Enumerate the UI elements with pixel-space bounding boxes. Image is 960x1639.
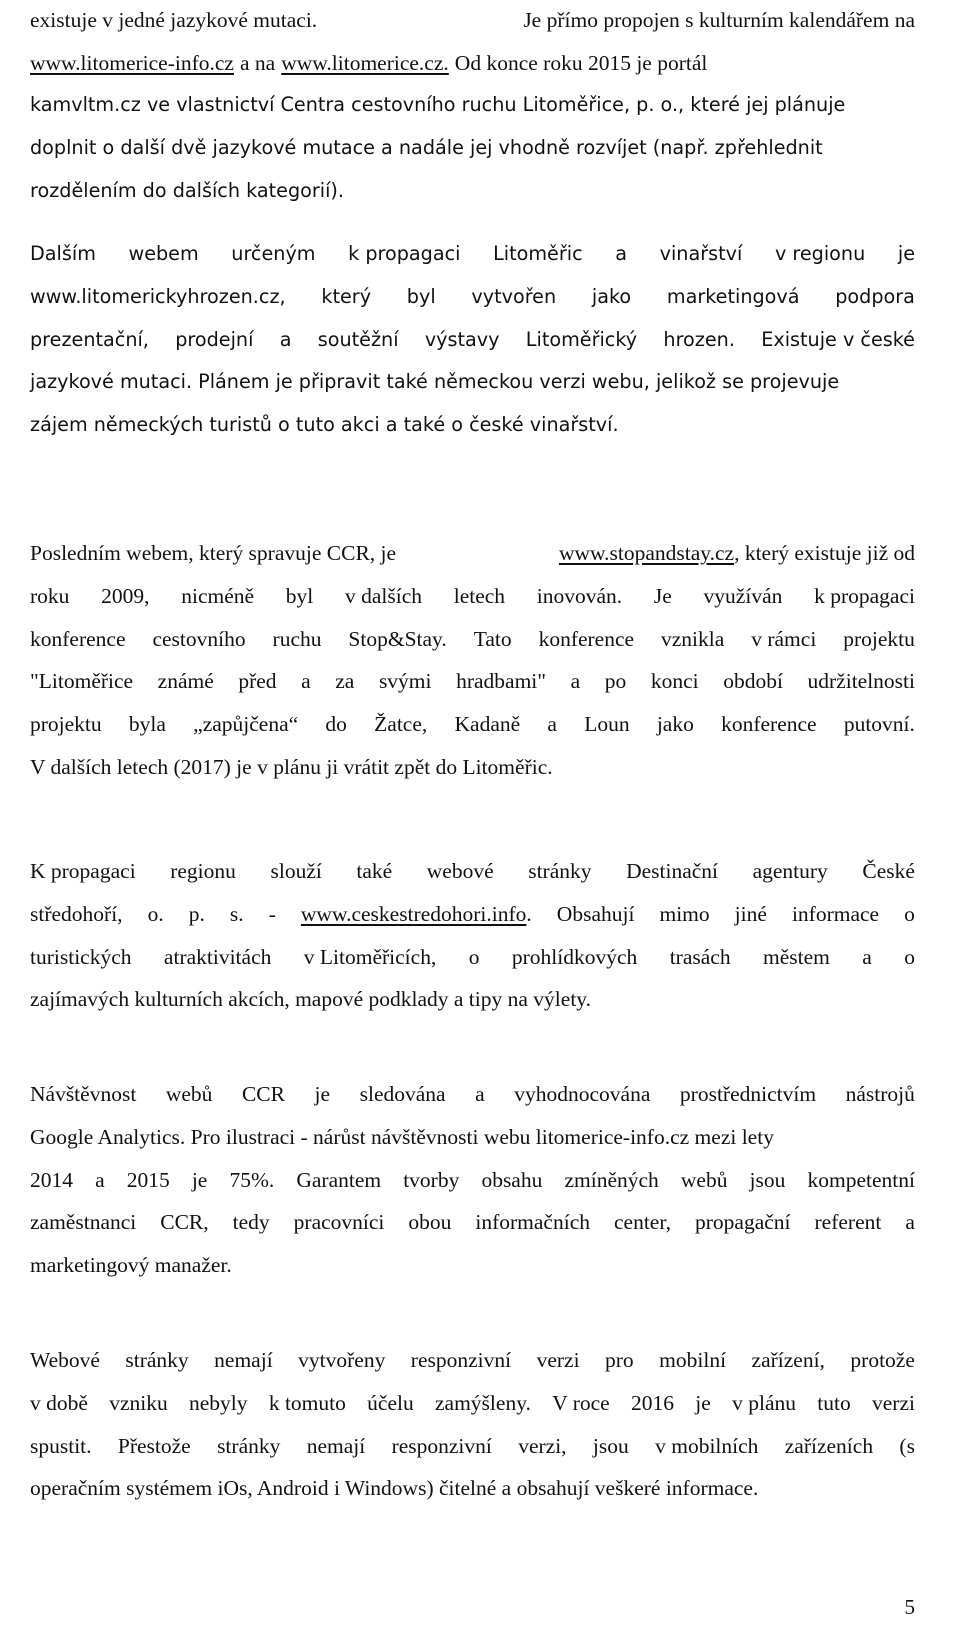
text-token: soutěžní [317, 327, 399, 351]
text-token: marketingová [666, 284, 800, 308]
paragraph-litomerice-info [30, 0, 915, 85]
text-token: tedy [232, 1210, 270, 1235]
text-token: Stop&Stay. [348, 626, 447, 651]
text-token: operačním systémem iOs, Android i Windows) čitelné a obsahují veškeré informace. [30, 1476, 759, 1501]
text-token: Je [653, 583, 672, 608]
text-token: po [604, 669, 627, 694]
text-token: v regionu [774, 242, 866, 265]
text-token: K propagaci [30, 859, 136, 883]
text-token: - [268, 901, 276, 926]
text-token: Obsahují [556, 901, 635, 926]
text-token: období [723, 669, 783, 694]
text-line [30, 1382, 915, 1425]
text-token: a [615, 242, 628, 265]
text-token: jsou [749, 1167, 786, 1192]
paragraph-kamvltm [30, 84, 915, 212]
text-token: prohlídkových [511, 944, 638, 969]
text-token: v dalších [344, 583, 423, 608]
text-token: v Litoměřicích, [303, 944, 437, 969]
text-line [30, 1467, 915, 1510]
text-token: jsou [592, 1433, 629, 1458]
text-token: České [862, 859, 915, 883]
text-token: atraktivitách [163, 944, 272, 969]
text-token: byl [406, 284, 436, 308]
text-token: inovován. [536, 583, 623, 608]
text-token: 75%. [229, 1167, 275, 1192]
text-token: k tomuto [268, 1390, 346, 1415]
text-token: využíván [703, 583, 783, 608]
text-line [30, 532, 915, 575]
text-token: stránky [125, 1348, 189, 1372]
text-line [30, 936, 915, 979]
text-token: www.ceskestredohori.info. [300, 901, 532, 926]
url-link[interactable]: www.stopandstay.cz [558, 541, 735, 565]
text-token: V roce [552, 1390, 610, 1415]
text-token: letech [453, 583, 506, 608]
page-number: 5 [904, 1595, 915, 1619]
text-token: webem [128, 242, 199, 265]
text-token: webové [426, 859, 494, 883]
text-token: jazykové mutaci. Plánem je připravit také německou verzi webu, jelikož se projevuje [30, 370, 840, 394]
text-token: obsahu [481, 1167, 543, 1192]
text-token: agentury [752, 859, 828, 883]
text-token: "Litoměřice [30, 669, 134, 694]
text-line [30, 0, 915, 42]
text-token: cestovního [152, 626, 246, 651]
text-token: pracovníci [293, 1210, 385, 1235]
text-token: mobilní [659, 1348, 727, 1372]
text-token: marketingový manažer. [30, 1253, 232, 1278]
text-token: zařízení, [751, 1348, 825, 1372]
text-token: městem [763, 944, 830, 969]
text-token: je [191, 1167, 208, 1192]
text-token: informačních [475, 1210, 590, 1235]
text-token: CCR, [160, 1210, 209, 1235]
text-token: ruchu [272, 626, 322, 651]
url-link[interactable]: www.ceskestredohori.info [300, 901, 527, 926]
text-token: s. [229, 901, 244, 926]
text-token: Přestože [117, 1433, 191, 1458]
text-token: (s [899, 1433, 915, 1458]
text-token: známé [157, 669, 214, 694]
text-token: responzivní [410, 1348, 512, 1372]
text-token: hradbami" [456, 669, 547, 694]
text-line [30, 850, 915, 893]
text-token: verzi [872, 1390, 915, 1415]
text-token: Destinační [626, 859, 719, 883]
text-line [30, 127, 915, 170]
text-token: prostřednictvím [679, 1082, 817, 1106]
text-line [30, 746, 915, 789]
text-token: www.litomerickyhrozen.cz, [30, 284, 286, 308]
text-token: Garantem [296, 1167, 382, 1192]
text-token: stránky [217, 1433, 281, 1458]
text-token: sledována [359, 1082, 446, 1106]
text-token: responzivní [391, 1433, 492, 1458]
text-token: nemají [306, 1433, 366, 1458]
text-token: je [897, 242, 915, 265]
text-token: v plánu [732, 1390, 796, 1415]
text-token: „zapůjčena“ [193, 712, 299, 737]
text-token: Litoměřic [493, 242, 583, 265]
text-line [30, 42, 915, 85]
text-token: nástrojů [845, 1082, 915, 1106]
text-token: jiné [734, 901, 767, 926]
paragraph-navstevnost [30, 1073, 915, 1287]
text-token: zařízeních [784, 1433, 874, 1458]
text-token: mimo [659, 901, 710, 926]
text-token: kamvltm.cz ve vlastnictví Centra cestovního ruchu Litoměřice, p. o., které jej plánuje [30, 93, 846, 116]
text-token: Od konce roku 2015 je portál [454, 50, 708, 75]
paragraph-responzivni [30, 1339, 915, 1510]
text-token: konference [538, 626, 635, 651]
text-token: Tato [473, 626, 512, 651]
text-line [30, 1244, 915, 1287]
text-token: zaměstnanci [30, 1210, 137, 1235]
text-token: zamýšleny. [435, 1390, 531, 1415]
text-token: a [279, 327, 292, 351]
text-token: k propagaci [348, 242, 461, 265]
text-token: o. [147, 901, 164, 926]
text-token: projektu [843, 626, 915, 651]
text-token: doplnit o další dvě jazykové mutace a nadále jej vhodně rozvíjet (např. zpřehlednit [30, 135, 823, 159]
text-token: a na [239, 50, 276, 75]
text-token: Posledním webem, který spravuje CCR, je [30, 541, 397, 565]
text-token: a [547, 712, 557, 737]
text-token: byl [285, 583, 314, 608]
text-token: je [695, 1390, 711, 1415]
text-token: propagační [695, 1210, 791, 1235]
text-token: tvorby [403, 1167, 460, 1192]
text-token: a [95, 1167, 105, 1192]
text-token: Loun [584, 712, 630, 737]
text-token: hrozen. [663, 327, 735, 351]
text-line [30, 404, 915, 447]
text-token: Je přímo propojen s kulturním kalendářem na [523, 8, 915, 32]
text-token: konference [721, 712, 817, 737]
text-token: tuto [817, 1390, 851, 1415]
text-token: www.stopandstay.cz, který existuje již od [558, 541, 915, 565]
url-link[interactable]: www.litomerice.cz. [281, 50, 449, 75]
text-line [30, 893, 915, 936]
text-token: zmíněných [564, 1167, 659, 1192]
text-token: Dalším [30, 242, 96, 265]
text-token: podpora [835, 284, 915, 308]
text-token: vinařství [659, 242, 743, 265]
text-line [30, 703, 915, 746]
url-link[interactable]: www.litomerice-info.cz [30, 50, 234, 75]
text-token: konci [650, 669, 699, 694]
text-token: středohoří, [30, 901, 123, 926]
text-token: vzniku [109, 1390, 168, 1415]
text-token: Kadaně [454, 712, 521, 737]
text-token: existuje v jedné jazykové mutaci. [30, 8, 318, 32]
text-token: před [238, 669, 277, 694]
text-line [30, 1116, 915, 1159]
paragraph-ceske-stredohori [30, 850, 915, 1021]
text-token: vznikla [661, 626, 725, 651]
text-token: regionu [170, 859, 236, 883]
text-token: roku [30, 583, 70, 608]
text-token: Existuje v české [761, 327, 915, 351]
text-line [30, 1073, 915, 1116]
text-token: pro [605, 1348, 634, 1372]
text-token: informace [791, 901, 880, 926]
text-token: do [325, 712, 347, 737]
text-token: o [468, 944, 480, 969]
paragraph-stopandstay [30, 532, 915, 789]
text-token: o [904, 901, 915, 926]
text-token: konference [30, 626, 126, 651]
text-token: o [904, 944, 915, 969]
text-token: zajímavých kulturních akcích, mapové podklady a tipy na výlety. [30, 987, 592, 1012]
text-token: trasách [669, 944, 731, 969]
text-token: Litoměřický [525, 327, 638, 351]
text-line [30, 1339, 915, 1382]
text-token: Žatce, [374, 712, 428, 737]
text-token: jako [656, 712, 694, 737]
text-line [30, 1201, 915, 1244]
text-token: 2015 [126, 1167, 170, 1192]
text-token: byla [128, 712, 166, 737]
text-token: vyhodnocována [514, 1082, 651, 1106]
text-token: center, [613, 1210, 672, 1235]
text-token: který [321, 284, 372, 308]
text-token: 2009, [101, 583, 150, 608]
text-token: určeným [231, 242, 316, 265]
text-token: k propagaci [814, 583, 915, 608]
text-token: CCR [241, 1082, 285, 1106]
text-token: Návštěvnost [30, 1082, 137, 1106]
text-token: a [905, 1210, 915, 1235]
text-token: slouží [270, 859, 322, 883]
text-token: spustit. [30, 1433, 92, 1458]
text-line [30, 1425, 915, 1468]
text-token: putovní. [843, 712, 915, 737]
text-token: za [335, 669, 355, 694]
text-token: obou [408, 1210, 452, 1235]
text-token: rozdělením do dalších kategorií). [30, 178, 345, 202]
text-line [30, 170, 915, 213]
text-token: vytvořen [471, 284, 557, 308]
text-line [30, 978, 915, 1021]
text-token: nicméně [181, 583, 255, 608]
text-token: V dalších letech (2017) je v plánu ji vrátit zpět do Litoměřic. [30, 754, 553, 779]
text-token: a [301, 669, 311, 694]
text-token: 2016 [631, 1390, 674, 1415]
text-token: v rámci [751, 626, 817, 651]
text-token: stránky [528, 859, 592, 883]
text-token: a [475, 1082, 485, 1106]
text-line [30, 319, 915, 362]
text-token: Webové [30, 1348, 100, 1372]
text-line [30, 84, 915, 127]
text-token: turistických [30, 944, 132, 969]
text-line [30, 361, 915, 404]
text-line [30, 276, 915, 319]
text-token: v mobilních [655, 1433, 759, 1458]
text-line [30, 618, 915, 661]
text-line [30, 1159, 915, 1202]
text-token: p. [188, 901, 205, 926]
text-token: referent [814, 1210, 882, 1235]
text-token: je [314, 1082, 331, 1106]
text-token: kompetentní [807, 1167, 915, 1192]
text-line [30, 660, 915, 703]
text-token: prezentační, [30, 327, 149, 351]
text-token: prodejní [175, 327, 254, 351]
text-token: výstavy [424, 327, 500, 351]
text-token: protože [850, 1348, 915, 1372]
text-token: také [356, 859, 393, 883]
text-token: udržitelnosti [807, 669, 915, 694]
text-token: Google Analytics. Pro ilustraci - nárůst návštěvnosti webu litomerice-info.cz mezi lety [30, 1124, 774, 1149]
text-token: verzi [536, 1348, 580, 1372]
text-token: webů [165, 1082, 213, 1106]
text-token: účelu [367, 1390, 414, 1415]
text-token: webů [680, 1167, 728, 1192]
paragraph-litomerickyhrozen [30, 233, 915, 447]
text-token: nemají [214, 1348, 273, 1372]
text-token: jako [591, 284, 632, 308]
text-token: vytvořeny [298, 1348, 386, 1372]
text-token: zájem německých turistů o tuto akci a také o české vinařství. [30, 413, 619, 437]
text-token: projektu [30, 712, 102, 737]
text-token: a [862, 944, 872, 969]
text-line [30, 233, 915, 276]
text-token: 2014 [30, 1167, 73, 1192]
text-token: a [570, 669, 581, 694]
text-token: v době [30, 1390, 88, 1415]
text-line [30, 575, 915, 618]
text-token: verzi, [518, 1433, 567, 1458]
text-token: svými [378, 669, 432, 694]
text-token: nebyly [189, 1390, 248, 1415]
